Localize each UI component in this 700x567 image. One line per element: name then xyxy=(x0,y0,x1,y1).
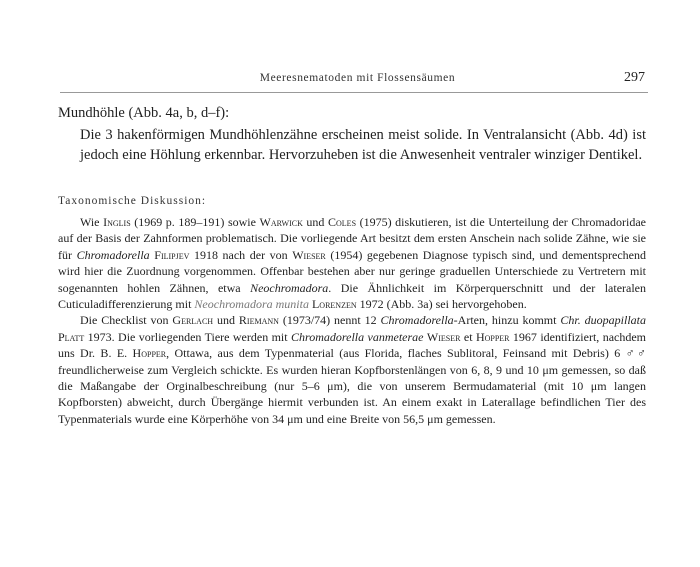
text-run: (1973/74) nennt 12 xyxy=(278,313,381,328)
text-run: 1972 (Abb. 3a) sei hervorgehoben. xyxy=(356,297,527,312)
text-run: und xyxy=(213,313,239,328)
header-rule xyxy=(60,92,648,93)
paragraph-1 xyxy=(58,214,646,312)
section-paragraph: Die 3 hakenförmigen Mundhöhlenzähne erscheinen meist solide. In Ventralansicht (Abb. 4d) ist jedoch eine Höhlung erkennbar. Hervorzuheben ist die Anwesenheit ventraler winziger Dentikel. xyxy=(80,127,646,163)
taxonomy-heading: Taxonomische Diskussion: xyxy=(58,195,207,207)
taxonomy-body xyxy=(58,214,646,427)
text-run: und xyxy=(302,215,329,229)
text-run: et xyxy=(460,329,476,344)
text-run: , Ottawa, aus dem Typenmaterial (aus Florida, flaches Sublitoral, Feinsand mit Debris) 6 ♂♂ freundlicherweise zum Vergleich schickte. Es wurden hieran Kopfborstenlängen von 6, 8, 9 und 10 μm gemessen, so daß die Maßangabe der Orginalbeschreibung (nur 5–6 μm), die von unserem Bermudamaterial (mit 10 μm langen Kopfborsten) abweicht, durch Übergänge hiermit verbunden ist. An einem exakt in Laterallage befindlichen Tier des Typenmaterials wurde eine Körperhöhe von 34 μm und eine Breite von 56,5 μm gemessen. xyxy=(58,346,646,426)
author-name: Hopper xyxy=(132,346,167,361)
author-name: Wieser xyxy=(292,247,326,262)
genus-name: Neochromadora xyxy=(250,280,329,295)
text-run: Die Checklist von xyxy=(80,313,173,328)
author-name: Lorenzen xyxy=(311,297,357,312)
text-run: (1954) gegebenen Diagnose typisch sind, und dementsprechend wird hier die Zuordnung vorgenommen. Offenbar bestehen aber nur geringe graduellen Unterschiede zu Vertretern mit sogenannten hohlen Zähnen, etwa xyxy=(58,247,646,295)
species-name: Neochromadora munita xyxy=(194,297,309,312)
genus-name: Chromadorella xyxy=(380,313,454,328)
running-title: Meeresnematoden mit Flossensäumen xyxy=(259,72,456,84)
text-run: . Die Ähnlichkeit im Körperquerschnitt und der lateralen Cuticuladifferenzierung mit xyxy=(58,280,647,312)
author-name: Riemann xyxy=(238,313,279,328)
text-run: 1973. Die vorliegenden Tiere werden mit xyxy=(84,329,291,344)
text-run: 1967 identifiziert, nachdem uns Dr. B. E. xyxy=(58,329,647,361)
genus-name: Chromadorella xyxy=(76,247,150,262)
text-run: Wie xyxy=(80,215,104,229)
text-run: (1969 p. 189–191) sowie xyxy=(130,215,260,229)
author-name: Wieser xyxy=(426,329,461,344)
text-run: (1975) diskutieren, ist die Unterteilung der Chromadoridae auf der Basis der Zahnformen problematisch. Die vorliegende Art besitzt dem ersten Anschein nach solide Zähne, wie sie für xyxy=(58,215,646,262)
species-name: Chromadorella vanmeterae xyxy=(291,329,424,344)
species-name: Chr. duopapillata xyxy=(560,313,646,328)
page-number: 297 xyxy=(624,70,645,85)
author-name: Hopper xyxy=(475,329,510,344)
author-name: Filipjev xyxy=(154,247,190,262)
author-name: Gerlach xyxy=(172,313,214,328)
author-name: Platt xyxy=(58,329,85,344)
text-run: 1918 nach der von xyxy=(189,247,293,262)
section-heading: Mundhöhle (Abb. 4a, b, d–f): xyxy=(58,105,230,121)
text-run: -Arten, hinzu kommt xyxy=(453,313,561,328)
running-header xyxy=(70,72,645,92)
author-name: Inglis xyxy=(103,215,131,229)
paragraph-2 xyxy=(58,312,646,427)
author-name: Warwick xyxy=(259,215,303,229)
author-name: Coles xyxy=(328,215,357,229)
